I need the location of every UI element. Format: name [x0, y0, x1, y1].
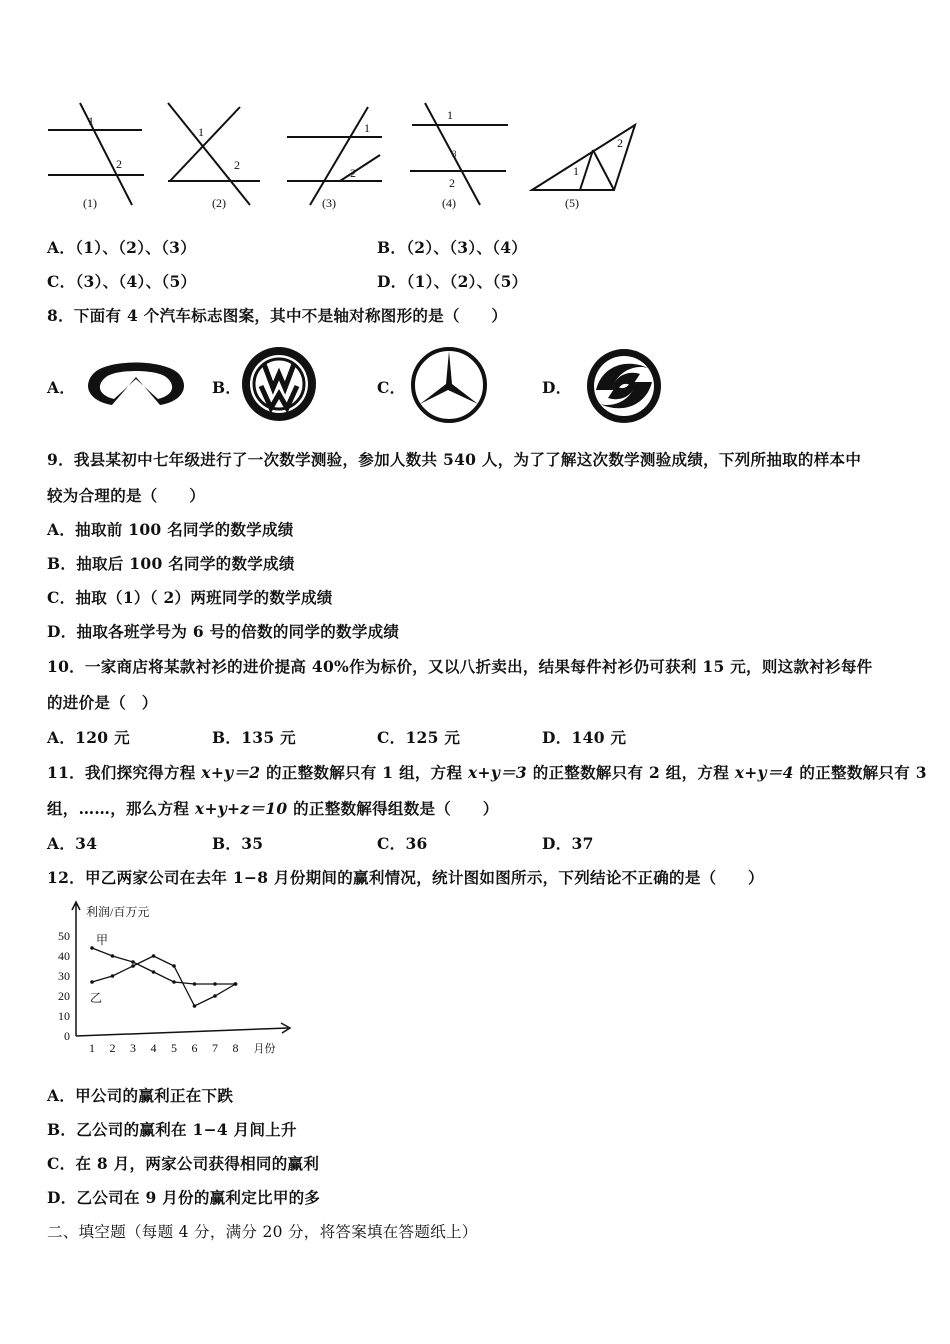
data-point: [131, 964, 135, 968]
option-letter: D．: [47, 1188, 77, 1207]
y-tick-label: 20: [58, 989, 70, 1003]
option-text: 甲公司的赢利正在下跌: [75, 1086, 234, 1105]
fig4-angle2-label: 2: [449, 176, 455, 190]
series-line-jia: [92, 948, 236, 984]
option-letter: A．: [47, 728, 76, 747]
option-letter: C．: [377, 834, 406, 853]
q11-text: 的正整数解只有 3: [793, 763, 927, 782]
fig4-caption: (4): [442, 196, 456, 210]
q11-option-b[interactable]: [212, 832, 263, 854]
option-text: 140 元: [571, 728, 627, 747]
data-point: [131, 960, 135, 964]
q8-option-c-letter[interactable]: C．: [377, 378, 406, 397]
fig4-angle3-label: 3: [452, 149, 457, 159]
y-tick-label: 10: [58, 1009, 70, 1023]
q10-option-a[interactable]: [47, 726, 130, 748]
option-letter: B．: [47, 1120, 77, 1139]
option-text: 34: [75, 834, 98, 853]
option-text: 35: [241, 834, 264, 853]
fig5-angle1-label: 1: [573, 164, 579, 178]
x-tick-label: 3: [130, 1041, 136, 1055]
x-tick-label: 5: [171, 1041, 177, 1055]
q10-option-d[interactable]: [542, 726, 626, 748]
data-point: [234, 982, 238, 986]
option-text: 120 元: [75, 728, 130, 747]
q11-text: 组，……，那么方程: [47, 799, 195, 818]
fig5-angle2-label: 2: [617, 136, 623, 150]
option-text: 乙公司的赢利在 1−4 月间上升: [76, 1120, 297, 1139]
q11-text: 11．我们探究得方程: [47, 763, 202, 782]
q8-option-d-letter[interactable]: D．: [542, 378, 572, 397]
option-text: 抽取后 100 名同学的数学成绩: [76, 554, 295, 573]
option-letter: B．: [377, 238, 407, 257]
option-text: （3）、（4）、（5）: [75, 272, 197, 291]
q9-option-d[interactable]: [47, 620, 399, 642]
option-text: 在 8 月，两家公司获得相同的赢利: [75, 1154, 320, 1173]
q8-stem: 8．下面有 4 个汽车标志图案，其中不是轴对称图形的是（ ）: [47, 306, 508, 325]
fig2-caption: (2): [212, 196, 226, 210]
data-point: [90, 946, 94, 950]
option-letter: C．: [47, 588, 76, 607]
equation: x+y+z＝10: [194, 799, 288, 818]
fig3-angle1-label: 1: [364, 121, 370, 135]
section-2-heading: 二、填空题（每题 4 分，满分 20 分，将答案填在答题纸上）: [47, 1223, 478, 1241]
option-text: 36: [405, 834, 428, 853]
fig1-angle1-label: 1: [88, 114, 94, 128]
q11-text: 的正整数解只有 2 组，方程: [527, 763, 735, 782]
profit-line-chart: [44, 898, 300, 1060]
data-point: [152, 970, 156, 974]
data-point: [172, 980, 176, 984]
option-text: 135 元: [241, 728, 296, 747]
x-axis: [76, 1028, 288, 1036]
fig5-caption: (5): [565, 196, 579, 210]
data-point: [193, 1004, 197, 1008]
x-tick-label: 2: [109, 1041, 116, 1055]
x-tick-label: 7: [212, 1041, 218, 1055]
option-text: 125 元: [405, 728, 461, 747]
q12-option-b[interactable]: [47, 1118, 297, 1140]
q12-option-a[interactable]: [47, 1084, 233, 1106]
q7-figures: [40, 95, 650, 220]
q8-option-a-letter[interactable]: A．: [47, 378, 76, 397]
q11-stem-line1: [47, 761, 927, 783]
y-tick-label: 50: [58, 929, 70, 943]
q7-option-d[interactable]: [377, 270, 527, 292]
y-tick-label: 0: [64, 1029, 70, 1043]
series-line-yi: [92, 956, 236, 1006]
q9-option-b[interactable]: [47, 552, 295, 574]
y-axis-label: 利润/百万元: [86, 905, 150, 919]
option-text: 抽取（1）（ 2）两班同学的数学成绩: [75, 588, 333, 607]
equation: x+y＝3: [467, 763, 528, 782]
volkswagen-logo-icon: [238, 344, 320, 424]
x-tick-label: 4: [150, 1041, 157, 1055]
q9-stem-line1: 9．我县某初中七年级进行了一次数学测验，参加人数共 540 人，为了了解这次数学测验成绩，下列所抽取的样本中: [47, 450, 862, 469]
q8-option-b-letter[interactable]: B．: [212, 378, 242, 397]
x-tick-label: 6: [191, 1041, 198, 1055]
data-point: [193, 982, 197, 986]
fig3-angle2-label: 2: [350, 166, 356, 180]
option-letter: A．: [47, 238, 76, 257]
q11-option-c[interactable]: [377, 832, 428, 854]
q11-option-a[interactable]: [47, 832, 97, 854]
equation: x+y＝4: [734, 763, 794, 782]
data-point: [90, 980, 94, 984]
option-letter: A．: [47, 834, 76, 853]
option-text: 抽取各班学号为 6 号的倍数的同学的数学成绩: [76, 622, 400, 641]
fig2-angle1-label: 1: [198, 125, 204, 139]
q12-option-c[interactable]: [47, 1152, 319, 1174]
option-letter: C．: [377, 728, 406, 747]
infiniti-logo-icon: [84, 355, 188, 413]
q11-text: 的正整数解只有 1 组，方程: [260, 763, 468, 782]
option-letter: B．: [212, 834, 242, 853]
fig1-angle2-label: 2: [116, 157, 122, 171]
data-point: [172, 964, 176, 968]
q9-option-a[interactable]: [47, 518, 294, 540]
q9-option-c[interactable]: [47, 586, 333, 608]
q11-stem-line2: [47, 797, 499, 819]
option-text: 乙公司在 9 月份的赢利定比甲的多: [76, 1188, 321, 1207]
dongfeng-logo-icon: [582, 346, 666, 426]
option-text: （1）、（2）、（3）: [75, 238, 197, 257]
option-text: 37: [571, 834, 594, 853]
option-letter: C．: [47, 1154, 76, 1173]
q9-stem-line2: 较为合理的是（ ）: [47, 486, 206, 505]
x-tick-label: 1: [89, 1041, 95, 1055]
fig4-angle1-label: 1: [447, 108, 453, 122]
series-label-jia: 甲: [96, 933, 109, 947]
q10-stem-line2: 的进价是（ ）: [47, 693, 158, 712]
option-letter: D．: [47, 622, 77, 641]
q10-option-b[interactable]: [212, 726, 296, 748]
data-point: [213, 994, 217, 998]
q7-option-b[interactable]: [377, 236, 527, 258]
q12-stem: 12．甲乙两家公司在去年 1−8 月份期间的赢利情况，统计图如图所示，下列结论不正确的是（ ）: [47, 868, 764, 887]
option-text: （1）、（2）、（5）: [406, 272, 528, 291]
q11-text: 的正整数解得组数是（ ）: [287, 799, 499, 818]
option-letter: C．: [47, 272, 76, 291]
option-text: 抽取前 100 名同学的数学成绩: [75, 520, 294, 539]
option-letter: B．: [212, 728, 242, 747]
y-tick-label: 30: [58, 969, 70, 983]
series-label-yi: 乙: [90, 991, 103, 1005]
option-text: （2）、（3）、（4）: [406, 238, 528, 257]
x-tick-label: 8: [232, 1041, 239, 1055]
y-tick-label: 40: [58, 949, 70, 963]
fig3-caption: (3): [322, 196, 336, 210]
q7-option-c[interactable]: [47, 270, 196, 292]
q11-option-d[interactable]: [542, 832, 594, 854]
option-letter: A．: [47, 1086, 76, 1105]
fig2-angle2-label: 2: [234, 158, 240, 172]
q10-stem-line1: 10．一家商店将某款衬衫的进价提高 40%作为标价，又以八折卖出，结果每件衬衫仍可获利 15 元，则这款衬衫每件: [47, 657, 873, 676]
option-letter: D．: [377, 272, 407, 291]
q10-option-c[interactable]: [377, 726, 460, 748]
fig1-caption: (1): [83, 196, 97, 210]
data-point: [213, 982, 217, 986]
option-letter: A．: [47, 520, 76, 539]
equation: x+y＝2: [201, 763, 261, 782]
q12-option-d[interactable]: [47, 1186, 320, 1208]
data-point: [152, 954, 156, 958]
mercedes-logo-icon: [408, 346, 490, 426]
data-point: [111, 974, 115, 978]
option-letter: D．: [542, 728, 572, 747]
data-point: [111, 954, 115, 958]
q7-option-a[interactable]: [47, 236, 196, 258]
option-letter: D．: [542, 834, 572, 853]
x-axis-label: 月份: [253, 1043, 276, 1055]
option-letter: B．: [47, 554, 77, 573]
